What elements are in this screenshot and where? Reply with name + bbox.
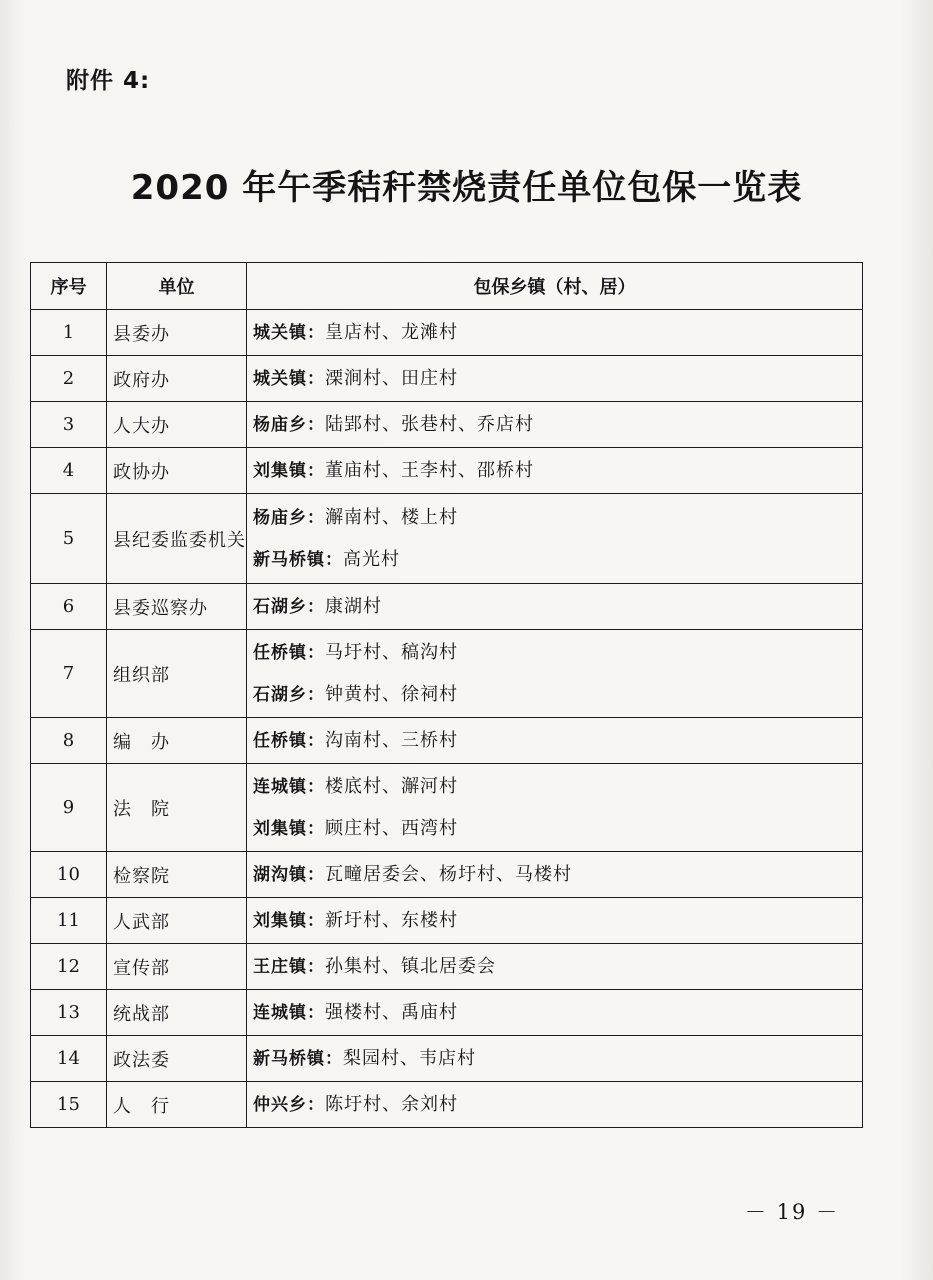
row-unit: 编 办 [107, 718, 247, 764]
township-name: 刘集镇： [253, 818, 325, 839]
assignment-line [253, 1084, 862, 1126]
row-serial: 10 [31, 852, 107, 898]
row-serial: 7 [31, 630, 107, 718]
assignment-line [253, 900, 862, 942]
village-list: 孙集村、镇北居委会 [325, 955, 496, 977]
row-unit: 县纪委监委机关 [107, 494, 247, 584]
header-serial: 序号 [31, 263, 107, 310]
village-list: 高光村 [343, 548, 400, 570]
page-number: － 19 － [745, 1200, 840, 1224]
table-row [31, 764, 863, 852]
row-serial: 9 [31, 764, 107, 852]
assignment-line [253, 632, 862, 674]
assignment-line [253, 766, 862, 808]
village-list: 澥南村、楼上村 [325, 506, 458, 528]
township-name: 刘集镇： [253, 910, 325, 931]
village-list: 陈圩村、余刘村 [325, 1093, 458, 1115]
row-assignments [247, 852, 863, 898]
assignment-line [253, 720, 862, 762]
township-name: 新马桥镇： [253, 549, 343, 570]
row-assignments [247, 310, 863, 356]
township-name: 任桥镇： [253, 730, 325, 751]
assignment-line [253, 946, 862, 988]
row-serial: 4 [31, 448, 107, 494]
row-assignments [247, 402, 863, 448]
page-title: 2020 年午季秸秆禁烧责任单位包保一览表 [130, 168, 803, 208]
table-row [31, 898, 863, 944]
assignment-line [253, 404, 862, 446]
row-unit: 组织部 [107, 630, 247, 718]
table-body [31, 310, 863, 1128]
row-serial: 5 [31, 494, 107, 584]
row-assignments [247, 990, 863, 1036]
row-assignments [247, 584, 863, 630]
row-unit: 县委巡察办 [107, 584, 247, 630]
row-assignments [247, 898, 863, 944]
township-name: 新马桥镇： [253, 1048, 343, 1069]
village-list: 瓦疃居委会、杨圩村、马楼村 [325, 863, 572, 885]
township-name: 任桥镇： [253, 642, 325, 663]
township-name: 仲兴乡： [253, 1094, 325, 1115]
header-assignment: 包保乡镇（村、居） [247, 263, 863, 310]
township-name: 杨庙乡： [253, 507, 325, 528]
village-list: 陆郢村、张巷村、乔店村 [325, 413, 534, 435]
row-assignments [247, 1036, 863, 1082]
village-list: 强楼村、禹庙村 [325, 1001, 458, 1023]
row-assignments [247, 1082, 863, 1128]
township-name: 杨庙乡： [253, 414, 325, 435]
village-list: 溧涧村、田庄村 [325, 367, 458, 389]
responsibility-table [30, 262, 863, 1128]
row-serial: 15 [31, 1082, 107, 1128]
assignment-line [253, 674, 862, 716]
row-assignments [247, 356, 863, 402]
row-unit: 人 行 [107, 1082, 247, 1128]
assignment-line [253, 854, 862, 896]
village-list: 董庙村、王李村、邵桥村 [325, 459, 534, 481]
table-row [31, 1036, 863, 1082]
row-unit: 法 院 [107, 764, 247, 852]
row-serial: 14 [31, 1036, 107, 1082]
row-assignments [247, 494, 863, 584]
attachment-label: 附件 4: [66, 68, 151, 94]
row-serial: 6 [31, 584, 107, 630]
row-serial: 12 [31, 944, 107, 990]
table-row [31, 310, 863, 356]
row-assignments [247, 718, 863, 764]
row-unit: 统战部 [107, 990, 247, 1036]
township-name: 连城镇： [253, 1002, 325, 1023]
township-name: 城关镇： [253, 322, 325, 343]
village-list: 新圩村、东楼村 [325, 909, 458, 931]
row-serial: 2 [31, 356, 107, 402]
row-unit: 人武部 [107, 898, 247, 944]
village-list: 梨园村、韦店村 [343, 1047, 476, 1069]
row-assignments [247, 764, 863, 852]
assignment-line [253, 808, 862, 850]
village-list: 皇店村、龙滩村 [325, 321, 458, 343]
village-list: 康湖村 [325, 595, 382, 617]
table-row [31, 852, 863, 898]
township-name: 刘集镇： [253, 460, 325, 481]
township-name: 王庄镇： [253, 956, 325, 977]
village-list: 楼底村、澥河村 [325, 775, 458, 797]
assignment-line [253, 312, 862, 354]
assignment-line [253, 450, 862, 492]
row-serial: 1 [31, 310, 107, 356]
row-unit: 政府办 [107, 356, 247, 402]
assignment-line [253, 358, 862, 400]
row-unit: 县委办 [107, 310, 247, 356]
row-assignments [247, 448, 863, 494]
row-serial: 3 [31, 402, 107, 448]
township-name: 湖沟镇： [253, 864, 325, 885]
row-unit: 政法委 [107, 1036, 247, 1082]
row-unit: 政协办 [107, 448, 247, 494]
assignment-line [253, 992, 862, 1034]
table-row [31, 356, 863, 402]
table-row [31, 584, 863, 630]
row-unit: 宣传部 [107, 944, 247, 990]
assignment-line [253, 1038, 862, 1080]
township-name: 石湖乡： [253, 596, 325, 617]
township-name: 石湖乡： [253, 684, 325, 705]
table-row [31, 718, 863, 764]
table-row [31, 402, 863, 448]
header-unit: 单位 [107, 263, 247, 310]
table-row [31, 494, 863, 584]
village-list: 钟黄村、徐祠村 [325, 683, 458, 705]
row-serial: 13 [31, 990, 107, 1036]
assignment-line [253, 539, 862, 581]
township-name: 连城镇： [253, 776, 325, 797]
table-row [31, 944, 863, 990]
table-header-row [31, 263, 863, 310]
row-unit: 人大办 [107, 402, 247, 448]
table-row [31, 448, 863, 494]
village-list: 马圩村、稿沟村 [325, 641, 458, 663]
assignment-line [253, 586, 862, 628]
table-row [31, 990, 863, 1036]
row-serial: 8 [31, 718, 107, 764]
row-serial: 11 [31, 898, 107, 944]
row-assignments [247, 630, 863, 718]
row-unit: 检察院 [107, 852, 247, 898]
village-list: 沟南村、三桥村 [325, 729, 458, 751]
row-assignments [247, 944, 863, 990]
village-list: 顾庄村、西湾村 [325, 817, 458, 839]
table-row [31, 630, 863, 718]
table-row [31, 1082, 863, 1128]
assignment-line [253, 497, 862, 539]
township-name: 城关镇： [253, 368, 325, 389]
